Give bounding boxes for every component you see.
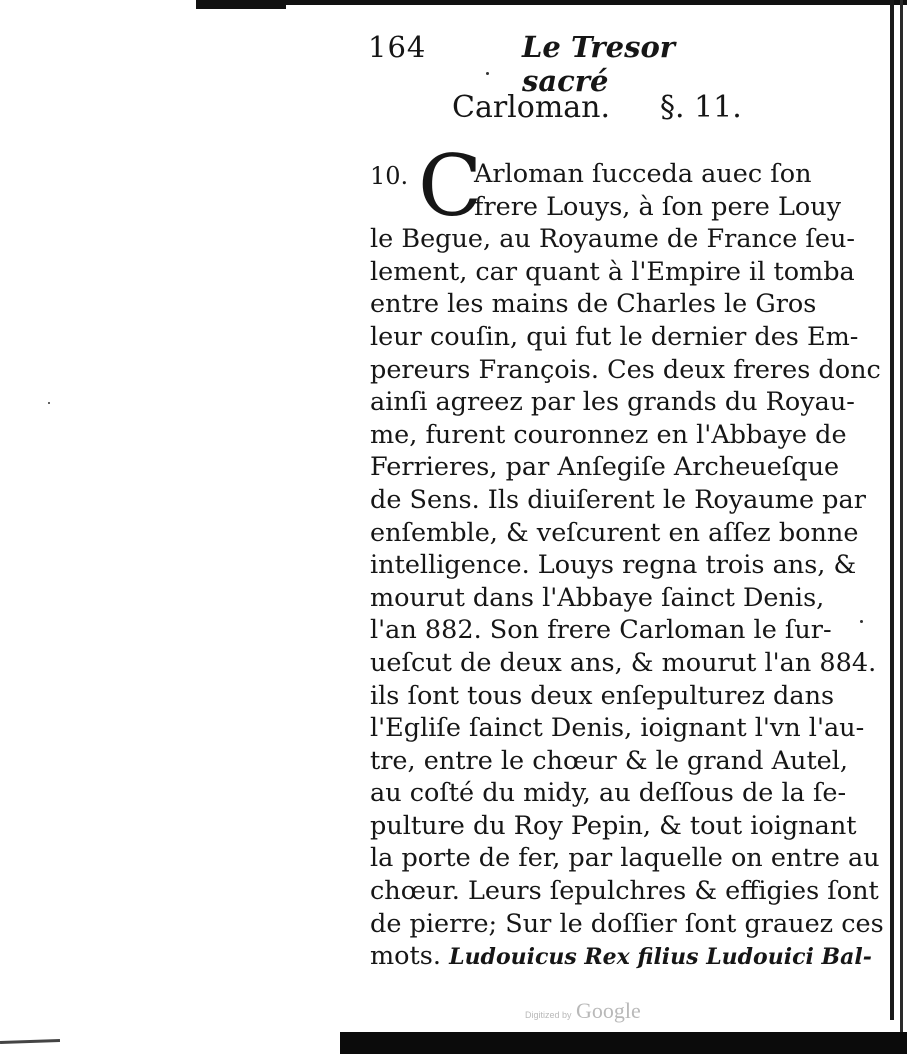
watermark-brand: Google bbox=[575, 998, 641, 1023]
text-line: frere Louys, à ſon pere Louy bbox=[474, 191, 842, 222]
text-line: ainſi agreez par les grands du Royau- bbox=[370, 387, 855, 418]
text-line: le Begue, au Royaume de France ſeu- bbox=[370, 224, 855, 255]
scan-edge-right-outer bbox=[900, 0, 903, 1054]
text-line: enſemble, & veſcurent en aſſez bonne bbox=[370, 517, 859, 548]
ink-speck bbox=[486, 72, 489, 75]
text-line: pereurs François. Ces deux freres donc bbox=[370, 354, 881, 385]
scan-edge-bottom bbox=[340, 1032, 907, 1054]
text-line: chœur. Leurs ſepulchres & effigies ſont bbox=[370, 876, 879, 907]
text-line: l'an 882. Son frere Carloman le ſur- bbox=[370, 615, 832, 646]
text-line: leur couſin, qui fut le dernier des Em- bbox=[370, 321, 859, 352]
last-line-start: mots. bbox=[370, 941, 441, 972]
text-line: ueſcut de deux ans, & mourut l'an 884. bbox=[370, 647, 877, 678]
scan-edge-top bbox=[196, 0, 907, 5]
watermark-prefix: Digitized by bbox=[525, 1010, 572, 1020]
text-line: l'Egliſe ſainct Denis, ioignant l'vn l'au- bbox=[370, 713, 865, 744]
text-line: entre les mains de Charles le Gros bbox=[370, 289, 817, 320]
text-line: de pierre; Sur le doſſier ſont grauez ces bbox=[370, 908, 884, 939]
text-line: lement, car quant à l'Empire il tomba bbox=[370, 256, 855, 287]
text-line: mourut dans l'Abbaye ſainct Denis, bbox=[370, 582, 825, 613]
text-line: intelligence. Louys regna trois ans, & bbox=[370, 550, 857, 581]
section-number: §. 11. bbox=[660, 90, 742, 125]
body-text bbox=[370, 158, 884, 973]
latin-inscription: Ludouicus Rex filius Ludouici Bal- bbox=[449, 944, 872, 971]
text-line: Ferrieres, par Anſegiſe Archeueſque bbox=[370, 452, 840, 483]
ink-speck bbox=[48, 402, 50, 404]
text-line: au coſté du midy, au deſſous de la ſe- bbox=[370, 778, 847, 809]
page-number: 164 bbox=[368, 30, 427, 64]
paragraph-number: 10. bbox=[370, 162, 409, 190]
text-line: pulture du Roy Pepin, & tout ioignant bbox=[370, 810, 857, 841]
text-line: Arloman ſucceda auec ſon bbox=[474, 159, 812, 189]
digitization-watermark bbox=[525, 998, 641, 1024]
text-line: me, furent couronnez en l'Abbaye de bbox=[370, 419, 847, 450]
scan-edge-bottom-left bbox=[0, 1039, 60, 1044]
text-line: tre, entre le chœur & le grand Autel, bbox=[370, 745, 849, 776]
text-line: de Sens. Ils diuiſerent le Royaume par bbox=[370, 484, 866, 515]
scan-edge-top-shadow bbox=[196, 0, 286, 9]
text-line-last bbox=[370, 940, 872, 973]
page-header bbox=[368, 28, 688, 98]
text-line: ils ſont tous deux enſepulturez dans bbox=[370, 680, 835, 711]
drop-cap: C bbox=[418, 137, 483, 235]
scan-edge-right bbox=[890, 0, 894, 1020]
section-heading bbox=[452, 90, 752, 130]
ink-speck bbox=[860, 620, 863, 623]
text-line: la porte de fer, par laquelle on entre au bbox=[370, 843, 880, 874]
running-title: Le Tresor sacré bbox=[522, 30, 676, 98]
section-name: Carloman. bbox=[452, 90, 611, 125]
